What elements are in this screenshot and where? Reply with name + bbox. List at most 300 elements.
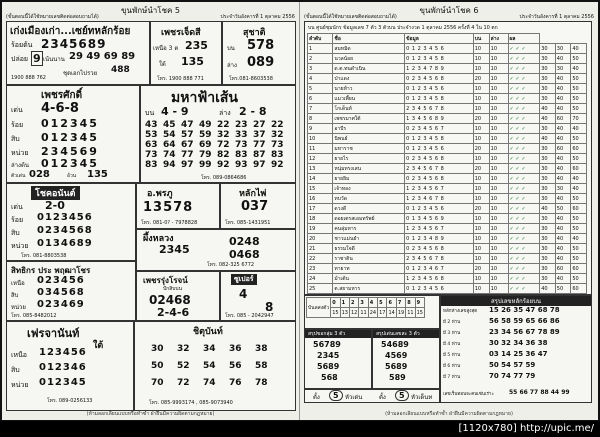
table-row — [308, 164, 587, 174]
table-cell: ✓ ✓ ✓ — [508, 194, 540, 204]
table-cell: ✓ ✓ ✓ — [508, 284, 540, 294]
summary-row-value: 03 14 25 36 47 — [489, 350, 548, 358]
left-subline-left: (ขั้นตอนนี้ได้ใช้หมายเลขติดต่อสอบถามได้) — [6, 14, 99, 20]
box13-row-label: สิบ — [11, 366, 20, 374]
bottom-right-label: ตั้ง — [379, 394, 386, 401]
score-cell: 50 — [571, 54, 587, 64]
box-or-prakrit — [136, 183, 220, 229]
score-bar-panel — [304, 295, 440, 329]
table-cell: 1 2 3 4 5 6 8 — [405, 274, 474, 284]
box9-value: 0468 — [229, 248, 260, 261]
score-cell: 40 — [571, 64, 587, 74]
box4-last-value: 028 — [29, 169, 50, 180]
box6-title: โชคอนันต์ — [31, 186, 80, 200]
box2-row2: ใต้ — [159, 61, 166, 68]
table-cell: ดอยเตรสเอมทรัพย์ — [333, 214, 405, 224]
table-cell: ✓ ✓ ✓ — [508, 264, 540, 274]
score-digit: 3 — [359, 298, 368, 308]
box3-phone: โทร.081-8603538 — [229, 76, 273, 82]
box-keng-muang — [6, 21, 150, 85]
table-cell: ✓ ✓ ✓ — [508, 214, 540, 224]
grid-number: 45 — [163, 120, 176, 130]
table-cell: 10 — [489, 234, 508, 244]
table-cell: 20 — [473, 204, 489, 214]
table-row — [308, 244, 587, 254]
summary-row-label: มี 2 ห่าน — [443, 320, 461, 325]
mid-right-digits: 589 — [389, 373, 406, 382]
table-header-cell: ผล — [508, 34, 540, 44]
table-row — [308, 254, 587, 264]
grid-number: 79 — [199, 150, 212, 160]
table-title: บน ศูนย์ชุมนักร ข้อมูลเลข 7 ตัว 3 ตัวบน ประจำงวด 1 ตุลาคม 2556 ครั้งที่ 4 ใน 10 ตก — [308, 25, 498, 31]
box10-title: สิทธิกร ประ พฤฒาโชร — [11, 266, 91, 275]
score-cell: 60 — [571, 164, 587, 174]
table-cell: 0 2 3 4 5 6 8 — [405, 174, 474, 184]
box9-value: 2345 — [159, 243, 190, 256]
summary-last-label: เลขเร็นทอนจะคนเซ่นเร่าะ — [443, 392, 494, 397]
table-cell: 2 — [308, 54, 333, 64]
box10-row-label: เหนือ — [11, 280, 25, 287]
table-row — [308, 284, 587, 294]
table-cell: ยายยิม — [333, 174, 405, 184]
grid-number: 72 — [177, 378, 190, 388]
box1-row1-label: ร้อยต้น — [11, 41, 33, 49]
table-cell: 1 — [308, 44, 333, 54]
summary-row-label: มี 5 ห่าน — [443, 353, 461, 358]
grid-number: 32 — [177, 344, 190, 354]
score-value: 15 — [416, 309, 423, 316]
grid-number: 37 — [253, 130, 266, 140]
mid-left-digits: 568 — [321, 373, 338, 382]
box2-row1-value: 235 — [185, 39, 208, 52]
box13-phone: โทร. 089-0256133 — [47, 398, 93, 404]
box1-row2-value: 29 49 69 89 — [69, 51, 136, 62]
score-cell: 30 — [540, 274, 556, 284]
score-digit: 7 — [396, 298, 405, 308]
table-cell: 0 2 3 4 5 6 8 — [405, 154, 474, 164]
score-cell: 40 — [571, 44, 587, 54]
grid-number: 76 — [229, 378, 242, 388]
score-cell: 40 — [555, 54, 571, 64]
score-value: 13 — [341, 309, 348, 316]
score-digit: 4 — [368, 298, 377, 308]
score-cell: 30 — [540, 74, 556, 84]
score-cell: 30 — [540, 264, 556, 274]
grid-number: 73 — [145, 150, 158, 160]
table-cell: 11 — [308, 144, 333, 154]
table-cell: 10 — [489, 264, 508, 274]
table-cell: ✓ ✓ ✓ — [508, 254, 540, 264]
box14-title: ชิตุบันท์ — [193, 327, 223, 337]
box4-title: เพชรศักดิ์ — [41, 90, 83, 101]
table-cell: สมหมิด — [333, 44, 405, 54]
score-value: 15 — [332, 309, 339, 316]
mid-right-title: สรุปเด่นเลขสะ 3 ตัว — [373, 330, 439, 338]
box7-title: อ.พรภู — [147, 189, 173, 199]
bottom-highlight-panel — [304, 389, 440, 403]
bottom-left-label: ตั้ง — [313, 394, 320, 401]
grid-number: 54 — [163, 130, 176, 140]
box9-phone: โทร. 082-325 6772 — [207, 262, 255, 268]
summary-row-label: มี 6 ห่าน — [443, 364, 461, 369]
table-cell: 10 — [489, 164, 508, 174]
summary-digit-3 — [372, 329, 440, 389]
table-cell: 13 — [308, 164, 333, 174]
table-cell: 10 — [473, 234, 489, 244]
box4-last-value2: 135 — [87, 169, 108, 180]
table-cell: 8 — [308, 114, 333, 124]
table-cell: 10 — [489, 104, 508, 114]
score-cell: 40 — [540, 204, 556, 214]
box10-row-label: หน่วย — [11, 304, 26, 311]
table-cell: 1 2 3 4 5 6 7 — [405, 184, 474, 194]
table-cell: 10 — [473, 284, 489, 294]
table-cell: นายห้าว — [333, 84, 405, 94]
grid-number: 32 — [271, 130, 284, 140]
table-cell: 10 — [473, 64, 489, 74]
table-cell: 0 1 2 3 4 5 6 — [405, 204, 474, 214]
score-cell: 50 — [555, 204, 571, 214]
grid-number: 92 — [217, 160, 230, 170]
box-petch-rung-rot — [136, 271, 220, 321]
grid-number: 27 — [253, 120, 266, 130]
score-cell: 40 — [555, 174, 571, 184]
table-cell: 20 — [473, 164, 489, 174]
table-cell: 10 — [308, 134, 333, 144]
table-cell: ดวงดี — [333, 204, 405, 214]
box3-row1-label: บน — [227, 45, 235, 52]
score-cell: 30 — [555, 44, 571, 54]
score-cell: 40 — [555, 254, 571, 264]
box4-row-label: หน่วย — [11, 149, 29, 157]
score-cell: 50 — [571, 94, 587, 104]
table-cell: 10 — [473, 134, 489, 144]
box8-title: หลักไพ่ — [239, 189, 267, 199]
table-cell: 21 — [308, 244, 333, 254]
table-cell: 10 — [489, 274, 508, 284]
table-row — [308, 104, 587, 114]
box1-row1-value: 2345689 — [41, 37, 107, 51]
grid-number: 56 — [229, 361, 242, 371]
box6-row-label: สิบ — [11, 229, 20, 237]
table-cell: ✓ ✓ ✓ — [508, 54, 540, 64]
grid-number: 22 — [271, 120, 284, 130]
bottom-right-label2: หัวเด็นท — [411, 394, 433, 401]
score-cell: 40 — [540, 104, 556, 114]
table-cell: 10 — [473, 84, 489, 94]
score-cell: 60 — [571, 264, 587, 274]
score-cell: 40 — [555, 154, 571, 164]
box-maha-fa-sen — [140, 85, 296, 183]
box1-code: 488 — [111, 65, 130, 75]
box3-row1-value: 578 — [247, 38, 275, 53]
summary-row-value: 23 34 56 67 78 89 — [489, 328, 560, 336]
table-cell: 2 3 4 5 6 7 8 — [405, 254, 474, 264]
score-cell: 30 — [540, 54, 556, 64]
table-row — [308, 194, 587, 204]
box-sittikorn — [6, 261, 136, 321]
score-cell: 30 — [540, 244, 556, 254]
score-digit: 2 — [349, 298, 358, 308]
score-cell: 50 — [571, 274, 587, 284]
score-cell: 50 — [571, 214, 587, 224]
table-cell: 0 1 2 3 4 5 6 — [405, 144, 474, 154]
grid-number: 53 — [145, 130, 158, 140]
score-cell: 50 — [571, 134, 587, 144]
table-cell: 12 — [308, 154, 333, 164]
score-bar-table — [306, 297, 425, 318]
table-cell: 10 — [473, 124, 489, 134]
score-value: 14 — [388, 309, 395, 316]
score-cell: 30 — [540, 154, 556, 164]
box7-value: 13578 — [143, 200, 194, 215]
table-row — [308, 54, 587, 64]
grid-number: 32 — [217, 130, 230, 140]
score-cell: 40 — [555, 214, 571, 224]
table-cell: อาบีร — [333, 124, 405, 134]
table-cell: 3 — [308, 64, 333, 74]
table-cell: 24 — [308, 274, 333, 284]
table-cell: 10 — [489, 144, 508, 154]
grid-number: 38 — [255, 344, 268, 354]
table-row — [308, 234, 587, 244]
box-petch-jed-si — [150, 21, 222, 85]
table-cell: ✓ ✓ ✓ — [508, 244, 540, 254]
table-cell: 10 — [473, 54, 489, 64]
table-cell: ต.สยามหาร — [333, 284, 405, 294]
score-cell: 60 — [555, 144, 571, 154]
box2-row2-value: 135 — [181, 55, 204, 68]
table-cell: 20 — [473, 114, 489, 124]
score-value: 12 — [350, 309, 358, 316]
table-cell: 2 3 4 5 6 7 8 — [405, 164, 474, 174]
box13-row-value: 012346 — [39, 362, 87, 373]
box14-phone: โทร. 085-9993174 , 085-9073940 — [149, 400, 233, 406]
table-cell: 10 — [489, 94, 508, 104]
grid-number: 49 — [199, 120, 212, 130]
grid-number: 34 — [203, 344, 216, 354]
score-cell: 30 — [540, 254, 556, 264]
grid-number: 36 — [229, 344, 242, 354]
table-cell: 10 — [489, 284, 508, 294]
left-subline-right: ประจำวันอังคารที่ 1 ตุลาคม 2556 — [220, 14, 295, 20]
table-cell: 23 — [308, 264, 333, 274]
table-cell: หนุ่มทรงเสน — [333, 164, 405, 174]
table-cell: ✓ ✓ ✓ — [508, 234, 540, 244]
left-page — [2, 2, 300, 420]
table-cell: 10 — [489, 194, 508, 204]
box12-phone: โทร. 085 - 2042947 — [225, 313, 274, 319]
box3-row2-label: ล่าง — [227, 62, 237, 69]
score-digit: 9 — [415, 298, 424, 308]
table-cell: 20 — [473, 74, 489, 84]
score-cell: 30 — [540, 164, 556, 174]
table-cell: 17 — [308, 204, 333, 214]
table-cell: ด.ต.ทนดำเนิน — [333, 64, 405, 74]
table-cell: 10 — [489, 74, 508, 84]
box13-row-value: 123456 — [39, 347, 87, 358]
box4-row-value: 012345 — [41, 131, 99, 144]
left-page-header: ขุนพักษ์นำโชค 5 — [121, 6, 180, 15]
table-cell: 9 — [308, 124, 333, 134]
grid-number: 67 — [181, 140, 194, 150]
grid-number: 69 — [199, 140, 212, 150]
table-cell: 0 2 3 4 5 6 7 — [405, 124, 474, 134]
score-cell: 50 — [555, 284, 571, 294]
box1-phone: 1900 888 762 — [11, 75, 46, 81]
table-cell: 10 — [489, 244, 508, 254]
summary-last-value: 55 66 77 88 44 99 — [509, 389, 570, 396]
score-cell: 60 — [571, 284, 587, 294]
box6-row-label: ร้อย — [11, 216, 24, 224]
table-row — [308, 124, 587, 134]
summary-title: สรุปเลขหลักร้อยบน — [441, 296, 591, 306]
score-cell: 50 — [571, 104, 587, 114]
score-cell: 30 — [540, 174, 556, 184]
table-cell: 10 — [489, 204, 508, 214]
table-cell: 10 — [489, 114, 508, 124]
table-cell: ป่าแดง — [333, 74, 405, 84]
table-cell: 1 2 3 4 6 7 8 — [405, 194, 474, 204]
table-cell: ✓ ✓ ✓ — [508, 64, 540, 74]
box5-lang-label: ล่าง — [219, 109, 231, 117]
grid-number: 97 — [253, 160, 266, 170]
box13-sub: ใต้ — [93, 341, 104, 351]
table-cell: 10 — [489, 134, 508, 144]
table-cell: มหาราช — [333, 144, 405, 154]
box7-phone: โทร. 081-0? - 7978828 — [141, 220, 198, 226]
watermark-bar — [0, 421, 600, 437]
score-value: 19 — [397, 309, 405, 316]
score-digit: 0 — [331, 298, 340, 308]
left-page-subline — [6, 13, 295, 21]
table-cell: ✓ ✓ ✓ — [508, 184, 540, 194]
table-cell: ธรรมใจดี — [333, 244, 405, 254]
table-cell: 20 — [473, 144, 489, 154]
summary-row-label: มี 4 ห่าน — [443, 342, 461, 347]
table-row — [308, 224, 587, 234]
table-cell: 0 1 2 3 4 5 8 — [405, 134, 474, 144]
score-cell: 50 — [571, 224, 587, 234]
table-cell: 10 — [473, 44, 489, 54]
table-header-cell: ล่าง — [489, 34, 508, 44]
table-cell: 25 — [308, 284, 333, 294]
box1-row2-label: ปล่อย — [11, 55, 29, 63]
grid-number: 52 — [177, 361, 190, 371]
table-cell: ชาวแม่นยำ — [333, 234, 405, 244]
summary-row-value: 50 54 57 59 — [489, 361, 536, 369]
box13-title: เฟรจานันท์ — [27, 327, 80, 340]
grid-number: 77 — [253, 140, 266, 150]
table-cell: 1 2 3 4 7 8 9 — [405, 64, 474, 74]
grid-number: 64 — [163, 140, 176, 150]
table-cell: 10 — [489, 64, 508, 74]
table-cell: 15 — [308, 184, 333, 194]
table-cell: ✓ ✓ ✓ — [508, 274, 540, 284]
grid-number: 54 — [203, 361, 216, 371]
box11-title: เพชรรุ่งโรจน์ — [143, 276, 188, 285]
table-cell: ✓ ✓ ✓ — [508, 94, 540, 104]
box6-phone: โทร. 081-8803538 — [21, 253, 67, 259]
table-cell: 7 — [308, 104, 333, 114]
table-cell: ✓ ✓ ✓ — [508, 84, 540, 94]
box4-row-label: สิบ — [11, 135, 20, 143]
box9-value: 0248 — [229, 235, 260, 248]
box3-title: สุชาติ — [243, 28, 266, 38]
box3-row2-value: 089 — [247, 55, 275, 70]
table-cell: ทายาท — [333, 264, 405, 274]
mid-right-digits: 54689 — [381, 340, 409, 349]
score-cell: 30 — [540, 44, 556, 54]
table-cell: นิพนธ์ — [333, 134, 405, 144]
table-cell: 0 1 2 3 4 5 6 — [405, 84, 474, 94]
box1-row2-label2: เน้นนาน — [43, 56, 65, 63]
table-cell: 0 1 2 3 4 8 9 — [405, 234, 474, 244]
score-cell: 30 — [555, 64, 571, 74]
table-row — [308, 84, 587, 94]
summary-row-label: มี 3 ห่าน — [443, 331, 461, 336]
score-cell: 40 — [540, 284, 556, 294]
grid-number: 57 — [181, 130, 194, 140]
bottom-left-label2: หัวเด่น — [345, 394, 363, 401]
table-row — [308, 214, 587, 224]
score-digit: 1 — [340, 298, 349, 308]
grid-number: 78 — [255, 378, 268, 388]
summary-row-value: 70 74 77 79 — [489, 372, 536, 380]
box12-title: ซูเปอร์ — [231, 274, 257, 285]
table-cell: ✓ ✓ ✓ — [508, 44, 540, 54]
score-digit: 6 — [387, 298, 396, 308]
box4-row-label: ล่างต้น — [11, 162, 29, 169]
score-cell: 30 — [540, 214, 556, 224]
table-header-cell: บน — [473, 34, 489, 44]
right-page — [300, 2, 598, 420]
table-cell: 10 — [489, 124, 508, 134]
score-cell: 40 — [555, 194, 571, 204]
box1-title: เก่งเมืองเก่า...เซย์ทหลักร้อย — [10, 26, 131, 37]
score-cell: 30 — [540, 64, 556, 74]
grid-number: 58 — [255, 361, 268, 371]
table-row — [308, 184, 587, 194]
score-cell: 40 — [540, 114, 556, 124]
table-cell: 5 — [308, 84, 333, 94]
table-cell: นวลน้อย — [333, 54, 405, 64]
box5-lang-value: 2 - 8 — [239, 105, 267, 118]
score-value: 17 — [379, 309, 386, 316]
table-cell: 10 — [489, 84, 508, 94]
grid-number: 83 — [271, 150, 284, 160]
box5-bn-label: บน — [145, 109, 155, 117]
box4-last-label2: อ้วน — [67, 173, 77, 179]
table-cell: 14 — [308, 174, 333, 184]
table-cell: โกเด็นท์ — [333, 104, 405, 114]
box-pueng-luang — [136, 229, 296, 271]
score-cell: 30 — [540, 184, 556, 194]
table-cell: 4 — [308, 74, 333, 84]
box-super — [220, 271, 296, 321]
table-cell: ✓ ✓ ✓ — [508, 204, 540, 214]
score-cell: 30 — [540, 194, 556, 204]
grid-number: 59 — [199, 130, 212, 140]
watermark-text[interactable]: [1120x780] http://upic.me/ — [458, 423, 594, 434]
table-cell: ✓ ✓ ✓ — [508, 74, 540, 84]
table-cell: ราชาดิน — [333, 254, 405, 264]
table-cell: 10 — [473, 194, 489, 204]
grid-number: 92 — [271, 160, 284, 170]
box2-title: เพชรเจ็ดสี — [161, 28, 201, 38]
table-cell: 10 — [489, 214, 508, 224]
score-cell: 60 — [555, 114, 571, 124]
